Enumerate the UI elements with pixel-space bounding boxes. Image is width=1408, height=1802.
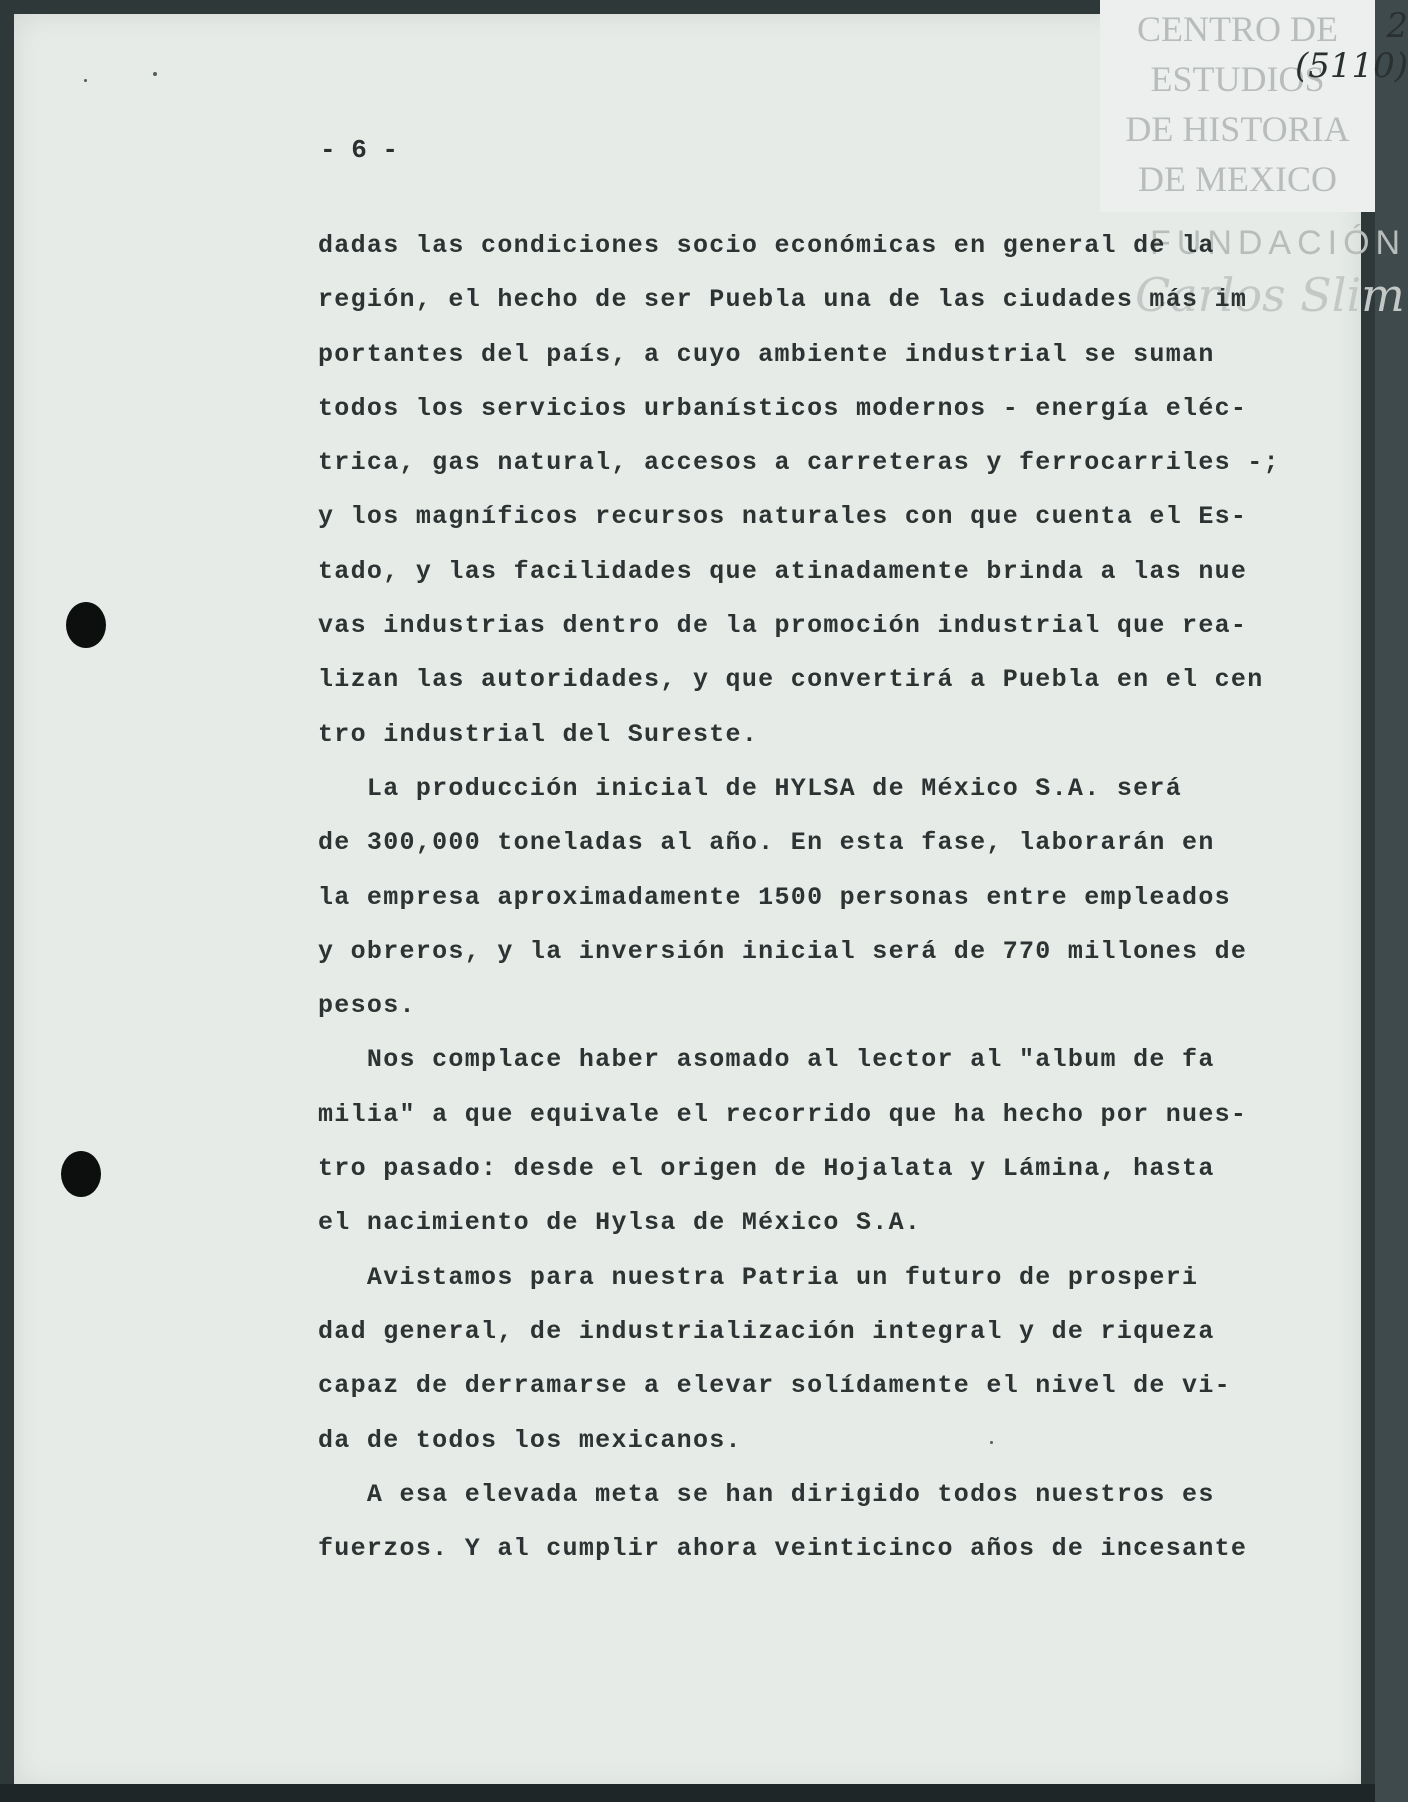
text-line: lizan las autoridades, y que convertirá a Puebla en el cen	[318, 665, 1264, 695]
paper-speck	[84, 79, 87, 82]
text-line: capaz de derramarse a elevar solídamente el nivel de vi-	[318, 1371, 1231, 1401]
body-text	[318, 226, 1318, 1583]
text-line: pesos.	[318, 991, 416, 1021]
handwritten-note-line: (5110)	[1295, 46, 1408, 86]
text-line: tro industrial del Sureste.	[318, 719, 759, 749]
signature-watermark: Carlos Slim	[1135, 268, 1405, 322]
text-line: Nos complace haber asomado al lector al "album de fa	[318, 1045, 1215, 1075]
text-line: portantes del país, a cuyo ambiente industrial se suman	[318, 339, 1215, 369]
text-line: y los magníficos recursos naturales con que cuenta el Es-	[318, 502, 1248, 532]
text-line: tado, y las facilidades que atinadamente brinda a las nue	[318, 556, 1248, 586]
text-line: Avistamos para nuestra Patria un futuro de prosperi	[318, 1262, 1199, 1292]
paper-speck	[153, 72, 157, 76]
text-line: A esa elevada meta se han dirigido todos nuestros es	[318, 1479, 1215, 1509]
text-line: vas industrias dentro de la promoción industrial que rea-	[318, 611, 1248, 641]
page-number: - 6 -	[320, 135, 399, 165]
text-line: el nacimiento de Hylsa de México S.A.	[318, 1208, 922, 1238]
text-line: región, el hecho de ser Puebla una de las ciudades más im	[318, 285, 1248, 315]
text-line: tro pasado: desde el origen de Hojalata y Lámina, hasta	[318, 1154, 1215, 1184]
text-line: La producción inicial de HYLSA de México S.A. será	[318, 773, 1183, 803]
text-line: todos los servicios urbanísticos modernos - energía eléc-	[318, 393, 1248, 423]
text-line: de 300,000 toneladas al año. En esta fase, laborarán en	[318, 828, 1215, 858]
stamp-line: DE MEXICO	[1138, 159, 1337, 199]
text-line: dad general, de industrialización integral y de riqueza	[318, 1316, 1215, 1346]
punch-hole-icon	[61, 1151, 101, 1197]
text-line: la empresa aproximadamente 1500 personas entre empleados	[318, 882, 1231, 912]
handwritten-note-line: 2	[1386, 6, 1408, 46]
punch-hole-icon	[66, 602, 106, 648]
stamp-line: ESTUDIOS	[1150, 59, 1325, 99]
foundation-watermark: FUNDACIÓN	[1150, 224, 1407, 262]
scan-edge	[0, 1784, 1375, 1802]
text-line: milia" a que equivale el recorrido que ha hecho por nues-	[318, 1099, 1248, 1129]
text-line: trica, gas natural, accesos a carreteras y ferrocarriles -;	[318, 448, 1280, 478]
text-line: da de todos los mexicanos.	[318, 1425, 742, 1455]
text-line: dadas las condiciones socio económicas en general de la	[318, 231, 1215, 260]
stamp-line: CENTRO DE	[1137, 9, 1338, 49]
text-line: y obreros, y la inversión inicial será de 770 millones de	[318, 936, 1248, 966]
stamp-line: DE HISTORIA	[1125, 109, 1350, 149]
text-line: fuerzos. Y al cumplir ahora veinticinco años de incesante	[318, 1534, 1248, 1564]
handwritten-note	[1295, 6, 1408, 86]
